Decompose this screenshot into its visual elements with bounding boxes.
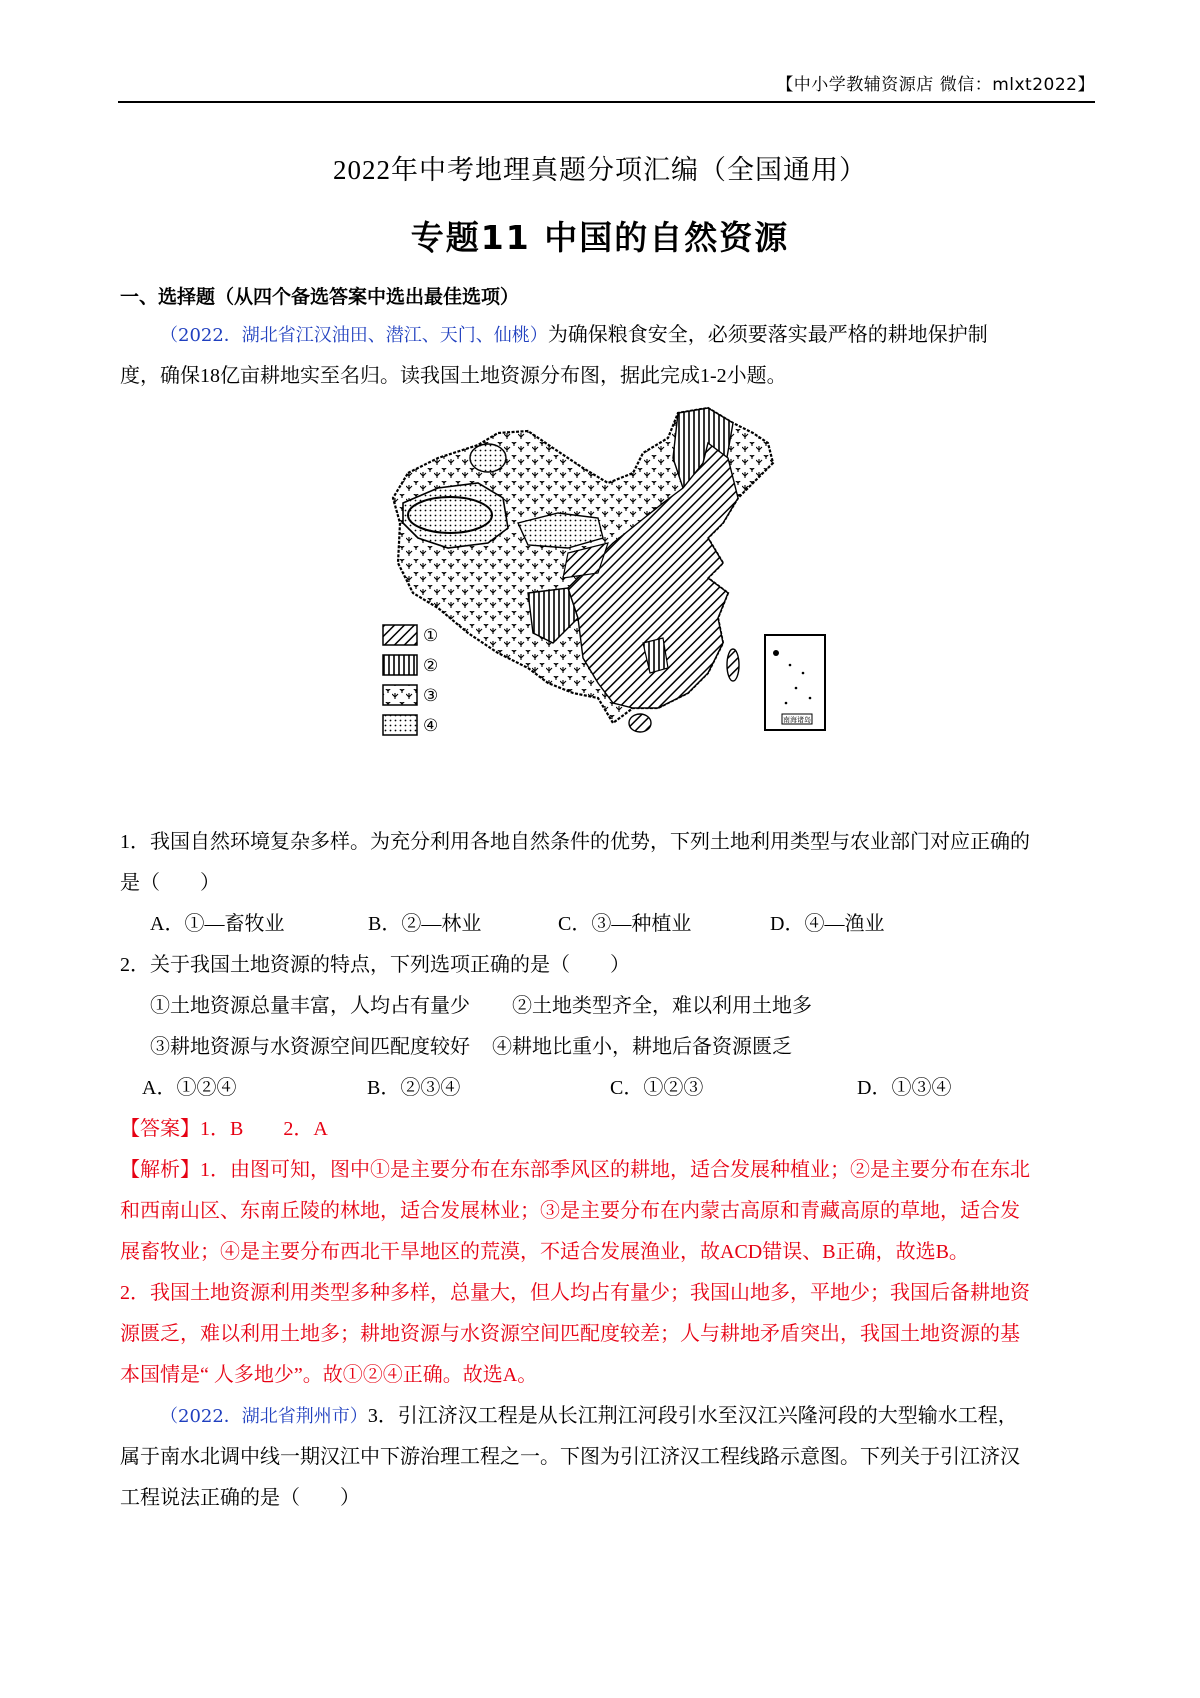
analysis-p2-line-1: 2．我国土地资源利用类型多种多样，总量大，但人均占有量少；我国山地多，平地少；我国后备耕地资 (120, 1282, 1030, 1304)
q2-option-b[interactable]: B．②③④ (367, 1077, 461, 1099)
question-3 (120, 1396, 1080, 1519)
section-heading: 一、选择题（从四个备选答案中选出最佳选项） (120, 286, 520, 308)
answer-block (120, 1109, 1080, 1396)
analysis-p1-line-1 (120, 1150, 1080, 1191)
q1-line-2: 是（ ） (120, 872, 220, 894)
inset-island (785, 702, 788, 705)
inset-island (802, 672, 805, 675)
analysis-p2-line-2: 源匮乏，难以利用土地多；耕地资源与水资源空间匹配度较差；人与耕地矛盾突出，我国土地资源的基 (120, 1323, 1020, 1345)
legend-swatch-forest (383, 655, 417, 675)
page-title: 2022年中考地理真题分项汇编（全国通用） (333, 155, 867, 185)
inset-island (773, 650, 779, 656)
legend-swatch-desert (383, 715, 417, 735)
intro-paragraph (120, 315, 1080, 397)
q2-option-c[interactable]: C．①②③ (610, 1077, 704, 1099)
analysis-p1-line-2: 和西南山区、东南丘陵的林地，适合发展林业；③是主要分布在内蒙古高原和青藏高原的草地，适合发 (120, 1200, 1020, 1222)
analysis-p2-line-3: 本国情是“ 人多地少”。故①②④正确。故选A。 (120, 1364, 538, 1386)
q2-statement-2: ②土地类型齐全，难以利用土地多 (512, 995, 812, 1017)
q3-line-2: 属于南水北调中线一期汉江中下游治理工程之一。下图为引江济汉工程线路示意图。下列关于引江济汉 (120, 1446, 1020, 1468)
analysis-p1-line-3: 展畜牧业；④是主要分布西北干旱地区的荒漠，不适合发展渔业，故ACD错误、B正确，故选B。 (120, 1241, 969, 1263)
q2-statement-3: ③耕地资源与水资源空间匹配度较好 (150, 1036, 470, 1058)
q2-option-a[interactable]: A．①②④ (142, 1077, 237, 1099)
q3-line-1-text: 3．引江济汉工程是从长江荆江河段引水至汉江兴隆河段的大型输水工程， (367, 1405, 1018, 1427)
inset-label: 南海诸岛 (783, 716, 811, 724)
q2-statement-1: ①土地资源总量丰富，人均占有量少 (150, 995, 470, 1017)
q3-source: （2022．湖北省荆州市） (160, 1406, 368, 1427)
q2-options (142, 1068, 1062, 1109)
q3-line-1 (120, 1396, 1080, 1437)
q1-option-b[interactable]: B．②—林业 (368, 913, 482, 935)
header-text: 【中小学教辅资源店 微信：mlxt2022】 (776, 75, 1095, 95)
q2-option-d[interactable]: D．①③④ (857, 1077, 952, 1099)
inset-island (789, 664, 792, 667)
intro-line-2: 度，确保18亿亩耕地实至名归。读我国土地资源分布图，据此完成1-2小题。 (120, 365, 787, 387)
q2-statement-4: ④耕地比重小，耕地后备资源匮乏 (492, 1036, 792, 1058)
q2-stem: 2．关于我国土地资源的特点，下列选项正确的是（ ） (120, 954, 630, 976)
q1-option-c[interactable]: C．③—种植业 (558, 913, 692, 935)
q2-statements-row-2 (150, 1027, 1050, 1068)
taiwan-island (727, 649, 739, 681)
q1-option-d[interactable]: D．④—渔业 (770, 913, 885, 935)
question-2 (120, 945, 1080, 986)
answer-label: 【答案】 (120, 1118, 200, 1140)
desert-region-junggar (470, 444, 506, 472)
page-subtitle: 专题11 中国的自然资源 (410, 218, 790, 257)
q2-statements-row-1 (150, 986, 1050, 1027)
answer-line (120, 1109, 1080, 1150)
q1-options (150, 904, 1050, 945)
analysis-label: 【解析】 (120, 1159, 200, 1181)
china-map-figure (378, 403, 843, 795)
intro-line-1 (120, 315, 1080, 356)
intro-source: （2022．湖北省江汉油田、潜江、天门、仙桃） (160, 325, 548, 346)
question-1 (120, 822, 1080, 904)
inset-island (809, 697, 812, 700)
legend-label-1: ① (423, 626, 439, 645)
legend-swatch-grassland (383, 685, 417, 705)
q1-option-a[interactable]: A．①—畜牧业 (150, 913, 285, 935)
hainan-island (629, 714, 651, 732)
tarim-basin-outline (408, 497, 492, 533)
legend-label-4: ④ (423, 716, 439, 735)
inset-island (795, 687, 798, 690)
analysis-p1-line-1-text: 1．由图可知，图中①是主要分布在东部季风区的耕地，适合发展种植业；②是主要分布在东北 (200, 1159, 1030, 1181)
answer-text: 1．B 2．A (200, 1118, 328, 1140)
intro-line-1-text: 为确保粮食安全，必须要落实最严格的耕地保护制 (547, 324, 988, 346)
legend-label-2: ② (423, 656, 439, 675)
legend-label-3: ③ (423, 686, 439, 705)
legend-swatch-cultivated (383, 625, 417, 645)
header-divider (118, 101, 1095, 103)
q3-line-3: 工程说法正确的是（ ） (120, 1487, 360, 1509)
q1-line-1: 1．我国自然环境复杂多样。为充分利用各地自然条件的优势，下列土地利用类型与农业部门对应正确的 (120, 831, 1030, 853)
land-resource-map (378, 403, 843, 795)
